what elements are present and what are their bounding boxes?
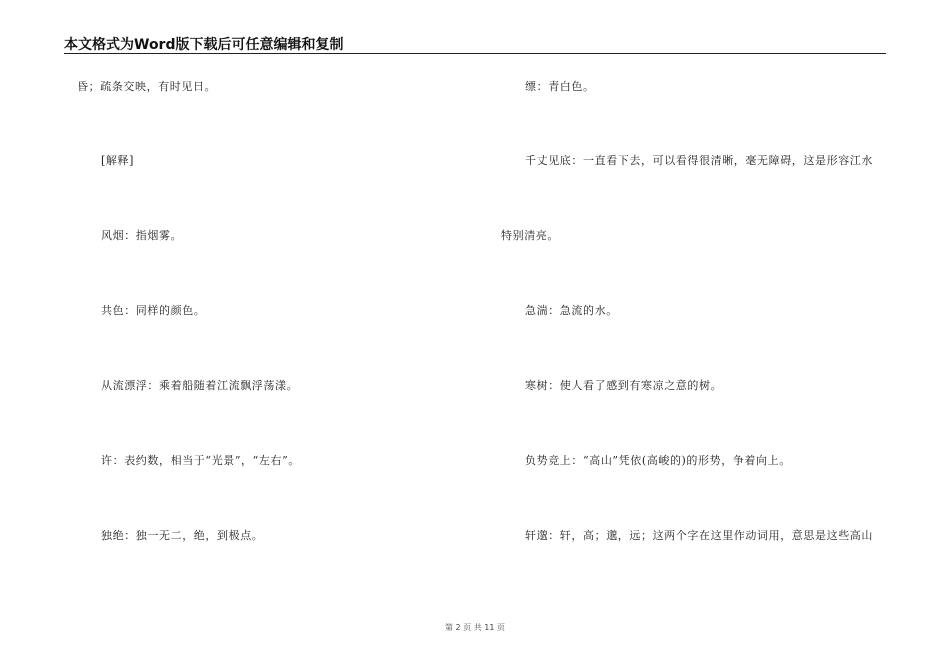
text-line: 特别清亮。 [501, 229, 559, 242]
text-line: 许：表约数，相当于“光景”，“左右”。 [101, 454, 300, 467]
text-line: 从流漂浮：乘着船随着江流飘浮荡漾。 [101, 379, 299, 392]
text-line: 昏；疏条交映，有时见日。 [77, 80, 217, 93]
page-number: 第 2 页 共 11 页 [445, 623, 505, 632]
text-line: 缥：青白色。 [525, 80, 595, 93]
text-line: 负势竞上：“高山”凭依(高峻的)的形势，争着向上。 [525, 454, 791, 467]
document-header-title: 本文格式为Word版下载后可任意编辑和复制 [64, 37, 344, 53]
text-line: 急湍：急流的水。 [525, 304, 618, 317]
text-line: 寒树：使人看了感到有寒凉之意的树。 [525, 379, 723, 392]
section-heading: [解释] [101, 154, 134, 167]
text-line: 独绝：独一无二，绝，到极点。 [101, 529, 264, 542]
text-line: 风烟：指烟雾。 [101, 229, 183, 242]
text-line: 千丈见底：一直看下去，可以看得很清晰，毫无障碍，这是形容江水 [525, 154, 873, 167]
text-line: 轩邈：轩，高；邈，远；这两个字在这里作动词用，意思是这些高山 [525, 529, 873, 542]
text-line: 共色：同样的颜色。 [101, 304, 206, 317]
header-divider [64, 53, 886, 54]
